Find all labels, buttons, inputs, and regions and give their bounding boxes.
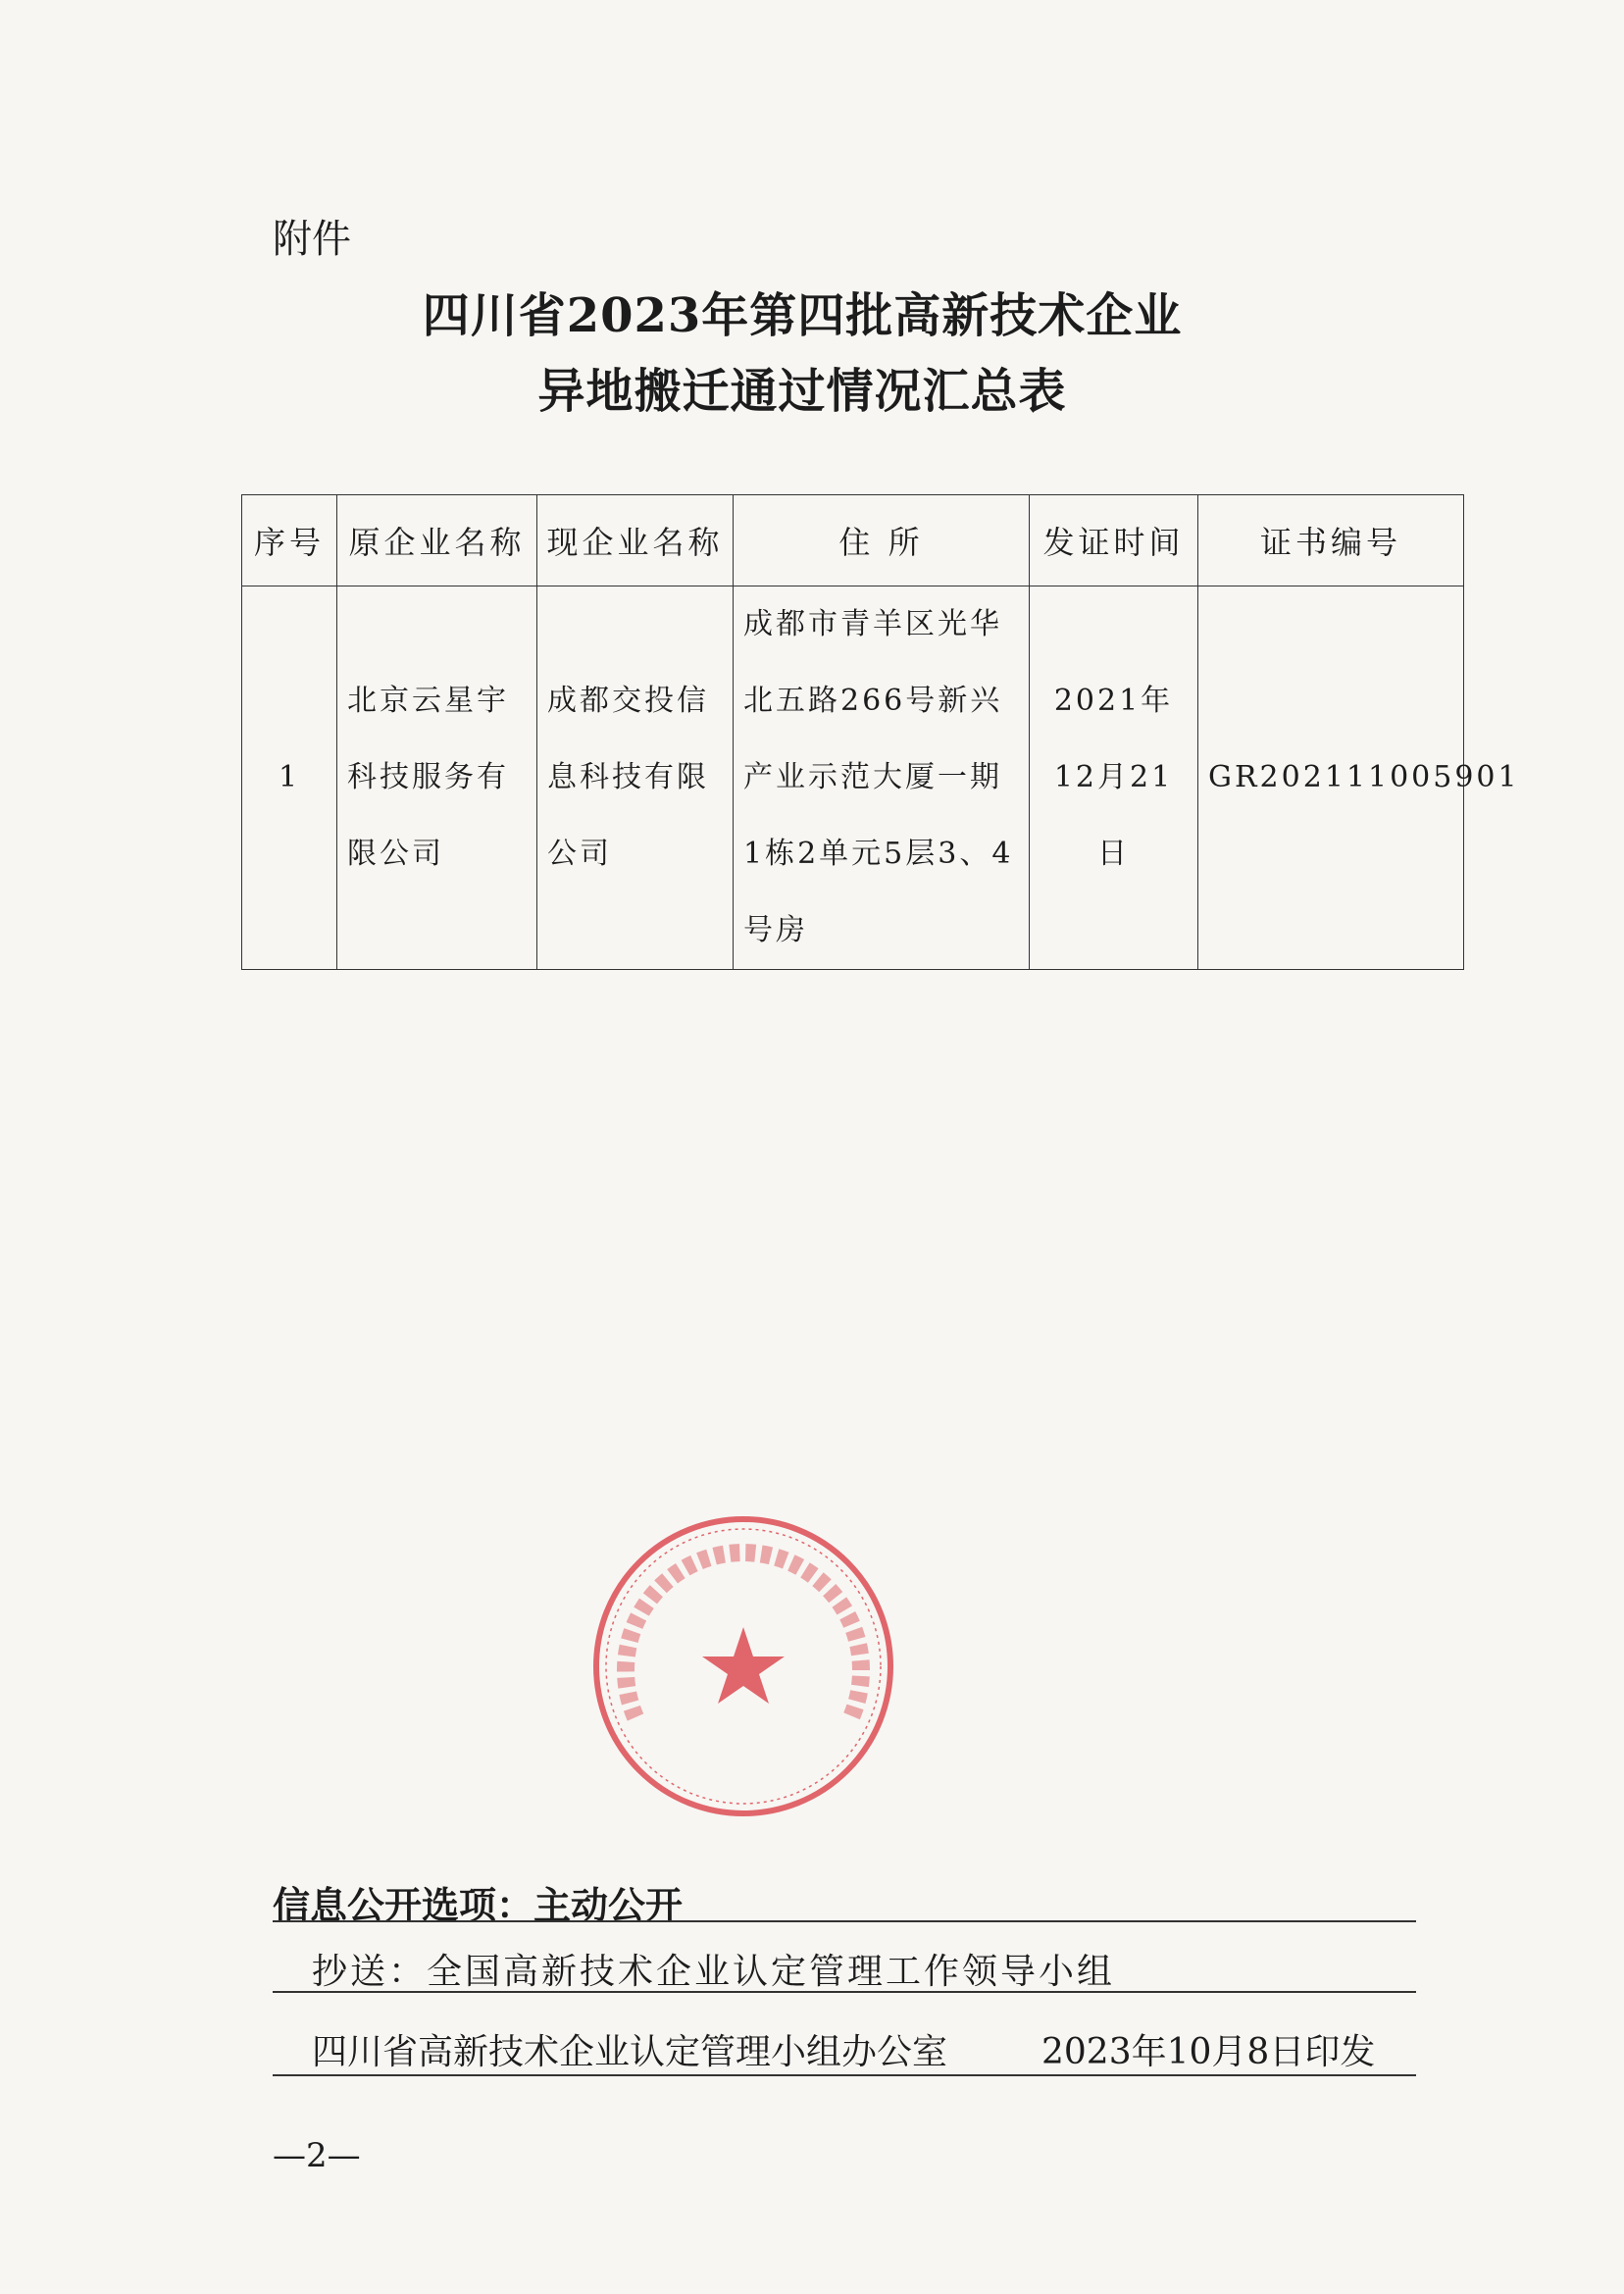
print-date: 2023年10月8日印发 — [1041, 2032, 1376, 2072]
cell-cert-no: GR202111005901 — [1198, 586, 1464, 970]
cell-index: 1 — [242, 586, 337, 970]
cell-issue-date: 2021年12月21日 — [1030, 586, 1198, 970]
cell-address: 成都市青羊区光华北五路266号新兴产业示范大厦一期1栋2单元5层3、4号房 — [734, 586, 1030, 970]
cc-line: 抄送：全国高新技术企业认定管理工作领导小组 — [312, 1952, 1116, 1992]
issuing-office: 四川省高新技术企业认定管理小组办公室 — [312, 2032, 948, 2072]
page-number: —2— — [273, 2136, 361, 2175]
divider — [273, 1991, 1416, 1993]
seal-star-icon — [702, 1627, 785, 1704]
official-seal — [588, 1511, 898, 1821]
attachment-label: 附件 — [273, 217, 351, 262]
divider — [273, 1920, 1416, 1922]
header-address: 住 所 — [734, 495, 1030, 586]
summary-table — [241, 494, 1520, 970]
document-title-line1: 四川省2023年第四批高新技术企业 — [422, 288, 1183, 343]
disclosure-option: 信息公开选项：主动公开 — [273, 1884, 684, 1927]
document-title-line2: 异地搬迁通过情况汇总表 — [537, 364, 1067, 419]
header-new-name: 现企业名称 — [537, 495, 734, 586]
divider — [273, 2074, 1416, 2076]
cell-new-name: 成都交投信息科技有限公司 — [537, 586, 734, 970]
header-issue-date: 发证时间 — [1030, 495, 1198, 586]
header-index: 序号 — [242, 495, 337, 586]
table-row — [242, 586, 1464, 970]
header-cert-no: 证书编号 — [1198, 495, 1464, 586]
cell-old-name: 北京云星宇科技服务有限公司 — [337, 586, 537, 970]
table-header-row — [242, 495, 1464, 586]
header-old-name: 原企业名称 — [337, 495, 537, 586]
